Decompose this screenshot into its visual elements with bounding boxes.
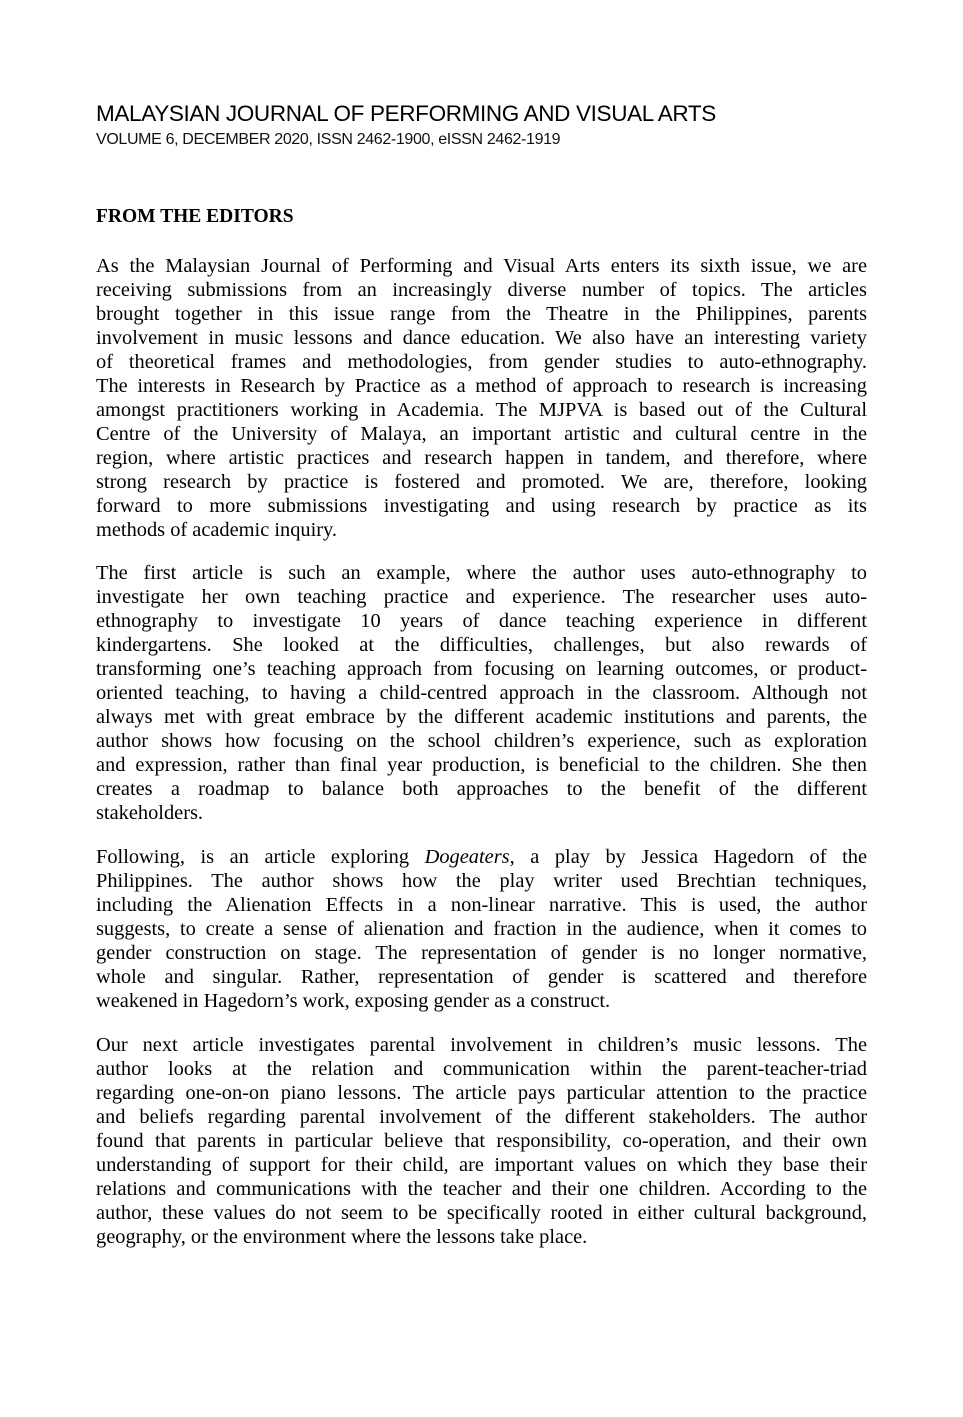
text-segment: Following, is an article exploring [96, 846, 425, 868]
text-line: stakeholders. [96, 802, 204, 824]
paragraph-dogeaters-article [96, 845, 867, 1013]
text-line: oriented teaching, to having a child-centred approach in the classroom. Although not [96, 682, 867, 704]
paragraph-music-lessons-article [96, 1033, 867, 1249]
text-line: receiving submissions from an increasingly diverse number of topics. The articles [96, 279, 867, 301]
text-line: brought together in this issue range from the Theatre in the Philippines, parents [96, 303, 867, 325]
text-line: found that parents in particular believe that responsibility, co-operation, and their own [96, 1130, 867, 1152]
text-line: forward to more submissions investigating and using research by practice as its [96, 495, 867, 517]
text-line: As the Malaysian Journal of Performing and Visual Arts enters its sixth issue, we are [96, 255, 867, 277]
text-segment: , a play by Jessica Hagedorn of the [509, 846, 867, 868]
text-line: region, where artistic practices and research happen in tandem, and therefore, where [96, 447, 867, 469]
paragraph-intro [96, 254, 867, 542]
text-line: relations and communications with the teacher and their one children. According to the [96, 1178, 867, 1200]
text-line: author looks at the relation and communication within the parent-teacher-triad [96, 1058, 867, 1080]
text-line: weakened in Hagedorn’s work, exposing gender as a construct. [96, 990, 611, 1012]
journal-volume-info: VOLUME 6, DECEMBER 2020, ISSN 2462-1900, eISSN 2462-1919 [96, 131, 561, 148]
text-line: involvement in music lessons and dance education. We also have an interesting variety [96, 327, 867, 349]
text-line: and expression, rather than final year production, is beneficial to the children. She then [96, 754, 867, 776]
text-line: author shows how focusing on the school children’s experience, such as exploration [96, 730, 867, 752]
text-line: amongst practitioners working in Academia. The MJPVA is based out of the Cultural [96, 399, 867, 421]
text-line: transforming one’s teaching approach from focusing on learning outcomes, or product- [96, 658, 867, 680]
text-line: author, these values do not seem to be specifically rooted in either cultural background, [96, 1202, 867, 1224]
text-line [96, 845, 867, 869]
text-line: suggests, to create a sense of alienation and fraction in the audience, when it comes to [96, 918, 867, 940]
text-line: including the Alienation Effects in a non-linear narrative. This is used, the author [96, 894, 867, 916]
section-heading: FROM THE EDITORS [96, 206, 294, 227]
text-line: understanding of support for their child, are important values on which they base their [96, 1154, 867, 1176]
text-line: geography, or the environment where the lessons take place. [96, 1226, 588, 1248]
paragraph-first-article [96, 561, 867, 825]
text-line: gender construction on stage. The representation of gender is no longer normative, [96, 942, 867, 964]
text-line: Our next article investigates parental involvement in children’s music lessons. The [96, 1034, 867, 1056]
text-line: Philippines. The author shows how the play writer used Brechtian techniques, [96, 870, 867, 892]
text-line: of theoretical frames and methodologies, from gender studies to auto-ethnography. [96, 351, 867, 373]
text-line: and beliefs regarding parental involvement of the different stakeholders. The author [96, 1106, 867, 1128]
text-line: Centre of the University of Malaya, an important artistic and cultural centre in the [96, 423, 867, 445]
text-line: ethnography to investigate 10 years of dance teaching experience in different [96, 610, 867, 632]
text-line: regarding one-on-on piano lessons. The article pays particular attention to the practice [96, 1082, 867, 1104]
text-line: methods of academic inquiry. [96, 519, 338, 541]
text-line: The interests in Research by Practice as a method of approach to research is increasing [96, 375, 867, 397]
text-line: strong research by practice is fostered and promoted. We are, therefore, looking [96, 471, 867, 493]
text-line: investigate her own teaching practice and experience. The researcher uses auto- [96, 586, 867, 608]
text-line: kindergartens. She looked at the difficulties, challenges, but also rewards of [96, 634, 867, 656]
text-line: always met with great embrace by the different academic institutions and parents, the [96, 706, 867, 728]
play-title: Dogeaters [424, 846, 510, 868]
text-line: creates a roadmap to balance both approaches to the benefit of the different [96, 778, 867, 800]
text-line: The first article is such an example, where the author uses auto-ethnography to [96, 562, 867, 584]
journal-title: MALAYSIAN JOURNAL OF PERFORMING AND VISUAL ARTS [96, 101, 716, 126]
text-line: whole and singular. Rather, representation of gender is scattered and therefore [96, 966, 867, 988]
